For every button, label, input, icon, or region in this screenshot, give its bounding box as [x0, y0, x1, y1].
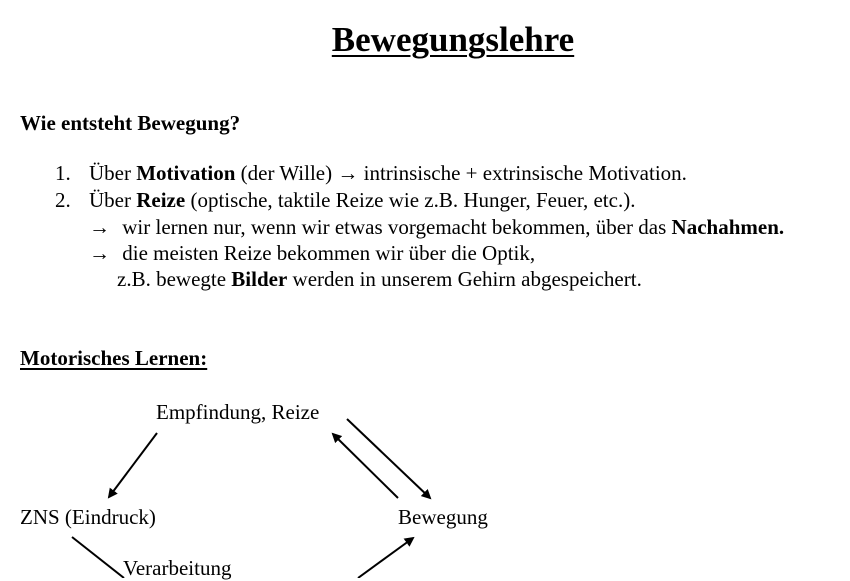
- page-title: Bewegungslehre: [331, 20, 575, 59]
- diagram-node-processing: Verarbeitung: [123, 556, 232, 580]
- list-number: 1.: [55, 161, 71, 185]
- arrow-perception-to-movement: [347, 419, 430, 498]
- list-text-bold: Motivation: [136, 161, 236, 185]
- list-text-post: (optische, taktile Reize wie z.B. Hunger, Feuer, etc.).: [185, 188, 636, 212]
- list-text-pre: Über: [89, 161, 137, 185]
- arrow-perception-to-cns: [109, 433, 157, 497]
- example-bold: Bilder: [231, 267, 288, 291]
- arrow-processing-to-movement: [358, 538, 413, 578]
- diagram-node-cns: ZNS (Eindruck): [20, 505, 156, 529]
- arrow-right-icon: →: [89, 241, 110, 265]
- question-heading: Wie entsteht Bewegung?: [20, 111, 241, 135]
- sub-point-bold: Nachahmen.: [671, 215, 785, 239]
- list-text-pre: Über: [89, 188, 137, 212]
- arrow-cns-to-processing: [72, 537, 124, 578]
- list-text-bold: Reize: [136, 188, 186, 212]
- arrow-movement-to-perception: [333, 434, 398, 498]
- diagram-node-perception: Empfindung, Reize: [156, 400, 320, 424]
- example-pre: z.B. bewegte: [117, 267, 232, 291]
- arrow-right-icon: →: [89, 215, 110, 239]
- list-text-post: (der Wille) → intrinsische + extrinsische Motivation.: [235, 161, 687, 185]
- list-number: 2.: [55, 188, 71, 212]
- section-heading-motor-learning: Motorisches Lernen:: [20, 346, 208, 370]
- sub-point-text: die meisten Reize bekommen wir über die Optik,: [117, 241, 536, 265]
- diagram-node-movement: Bewegung: [398, 505, 488, 529]
- example-post: werden in unserem Gehirn abgespeichert.: [287, 267, 642, 291]
- sub-point-text: wir lernen nur, wenn wir etwas vorgemacht bekommen, über das: [117, 215, 672, 239]
